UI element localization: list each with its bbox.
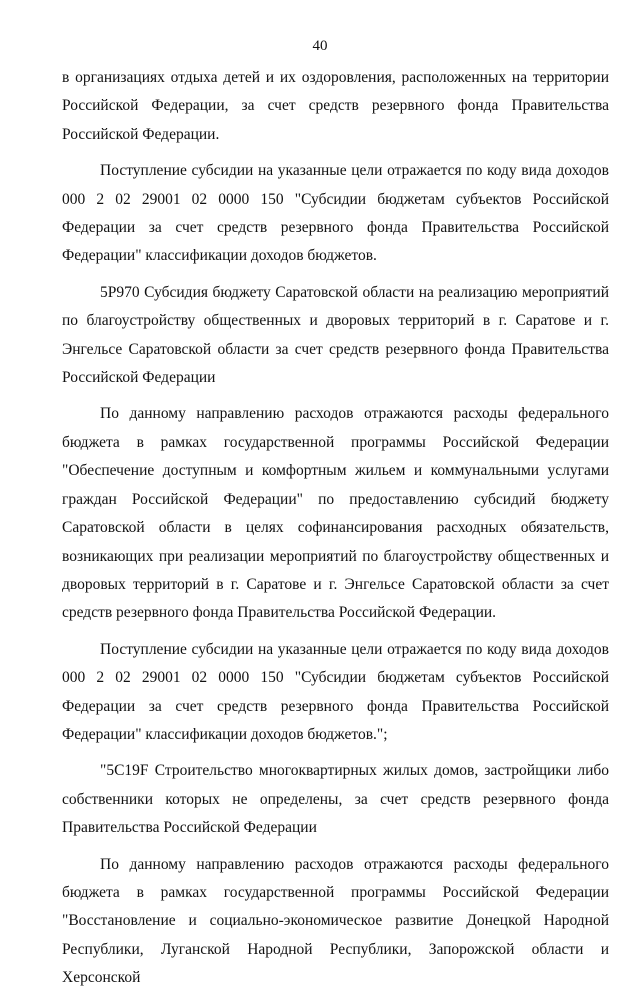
paragraph-5c19f-description: По данному направлению расходов отражаются расходы федерального бюджета в рамках государственной программы Российской Федерации "Восстановление и социально-экономическое развитие Донецкой Народной Республики, Луганской Народной Республики, Запорожской области и Херсонской: [62, 855, 609, 987]
paragraph-5p970-description: По данному направлению расходов отражаются расходы федерального бюджета в рамках государственной программы Российской Федерации "Обеспечение доступным и комфортным жильем и коммунальными услугами граждан Российской Федерации" по предоставлению субсидий бюджету Саратовской области в целях софинансирования расходных обязательств, возникающих при реализации мероприятий по благоустройству общественных и дворовых территорий в г. Саратове и г. Энгельсе Саратовской области за счет средств резервного фонда Правительства Российской Федерации.: [62, 405, 609, 622]
paragraph-income-code-2: Поступление субсидии на указанные цели отражается по коду вида доходов 000 2 02 29001 02 0000 150 "Субсидии бюджетам субъектов Российской Федерации за счет средств резервного фонда Правительства Российской Федерации" классификации доходов бюджетов.";: [62, 640, 609, 743]
paragraph-income-code: Поступление субсидии на указанные цели отражается по коду вида доходов 000 2 02 29001 02 0000 150 "Субсидии бюджетам субъектов Российской Федерации за счет средств резервного фонда Правительства Российской Федерации" классификации доходов бюджетов.: [62, 162, 609, 265]
paragraph-continuation: в организациях отдыха детей и их оздоровления, расположенных на территории Российской Федерации, за счет средств резервного фонда Правительства Российской Федерации.: [62, 69, 609, 143]
page-number: 40: [312, 38, 328, 54]
paragraph-5c19f-heading: "5С19F Строительство многоквартирных жилых домов, застройщики либо собственники которых не определены, за счет средств резервного фонда Правительства Российской Федерации: [62, 762, 609, 837]
paragraph-5p970-heading: 5Р970 Субсидия бюджету Саратовской области на реализацию мероприятий по благоустройству общественных и дворовых территорий в г. Саратове и г. Энгельсе Саратовской области за счет средств резервного фонда Правительства Российской Федерации: [62, 283, 609, 387]
document-body: [62, 64, 609, 1001]
